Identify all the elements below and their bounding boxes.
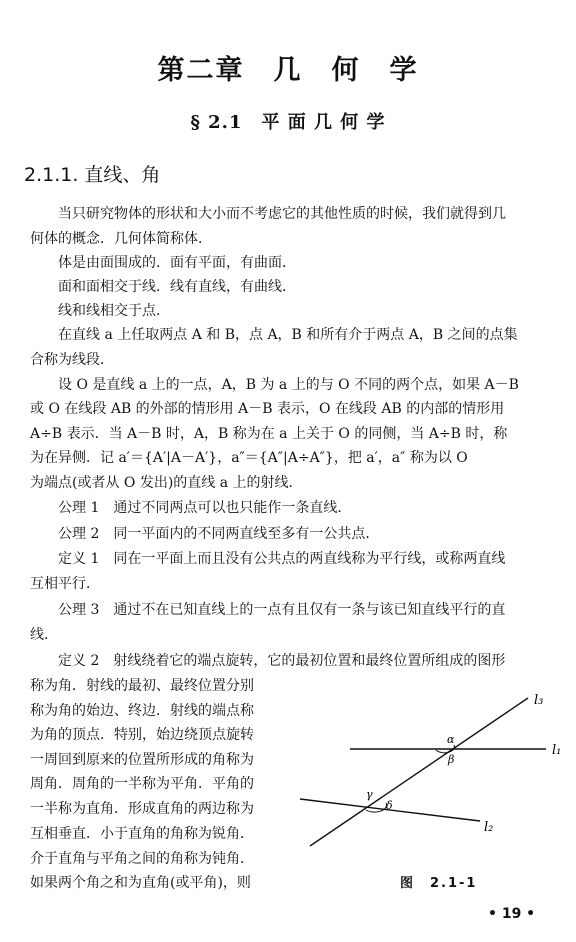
text-line: 线和线相交于点． [30,303,170,319]
page-number: • 19 • [488,906,536,922]
text-line: 为角的顶点．特别，始边绕顶点旋转 [30,727,254,743]
text-line: 为在异侧．记 a′＝{A′|A－A′}，a″＝{A″|A÷A″}，把 a′，a″ 称为以 O [30,450,468,466]
label-l1: l₁ [552,743,562,758]
label-l2: l₂ [484,820,494,835]
text-line: 当只研究物体的形状和大小而不考虑它的其他性质的时候，我们就得到几 [30,206,506,222]
text-line: 介于直角与平角之间的角称为钝角． [30,851,254,867]
text-line: 如果两个角之和为直角(或平角)，则 [30,875,251,891]
text-line: 合称为线段． [30,352,114,368]
figure-2-1-1 [290,688,576,858]
text-line: 互相垂直．小于直角的角称为锐角． [30,826,254,842]
line-l3 [310,698,528,846]
text-line: A÷B 表示．当 A－B 时，A，B 称为在 a 上关于 O 的同侧，当 A÷B 时，称 [30,426,508,442]
text-line: 线． [30,627,58,643]
chapter-title: 第二章 几 何 学 [157,55,419,86]
label-gamma: γ [366,788,373,801]
text-line: 互相平行． [30,576,100,592]
figure-caption: 图 2.1-1 [400,876,478,891]
text-line: 何体的概念．几何体简称体． [30,231,212,247]
text-line: 或 O 在线段 AB 的外部的情形用 A－B 表示，O 在线段 AB 的内部的情形用 [30,401,505,417]
definition-2: 定义 2 射线绕着它的端点旋转，它的最初位置和最终位置所组成的图形 [30,653,506,669]
text-line: 称为角的始边、终边．射线的端点称 [30,703,254,719]
section-title: § 2.1 平 面 几 何 学 [190,112,386,133]
text-line: 设 O 是直线 a 上的一点，A，B 为 a 上的与 O 不同的两个点，如果 A－B [30,377,519,393]
definition-1: 定义 1 同在一平面上而且没有公共点的两直线称为平行线，或称两直线 [30,551,506,567]
text-line: 一半称为直角．形成直角的两边称为 [30,801,254,817]
axiom-1: 公理 1 通过不同两点可以也只能作一条直线． [30,500,352,516]
label-alpha: α [447,733,455,746]
label-beta: β [448,753,455,766]
subsection-title: 2.1.1. 直线、角 [24,164,161,186]
axiom-2: 公理 2 同一平面内的不同两直线至多有一公共点． [30,526,380,542]
label-l3: l₃ [534,693,544,708]
text-line: 为端点(或者从 O 发出)的直线 a 上的射线． [30,475,303,491]
text-line: 一周回到原来的位置所形成的角称为 [30,752,254,768]
axiom-3: 公理 3 通过不在已知直线上的一点有且仅有一条与该已知直线平行的直 [30,602,506,618]
text-line: 面和面相交于线．线有直线，有曲线． [30,279,296,295]
text-line: 体是由面围成的．面有平面，有曲面． [30,255,296,271]
text-line: 在直线 a 上任取两点 A 和 B，点 A，B 和所有介于两点 A，B 之间的点集 [30,327,518,343]
label-delta: δ [386,799,393,812]
text-line: 称为角．射线的最初、最终位置分别 [30,678,254,694]
text-line: 周角．周角的一半称为平角．平角的 [30,776,254,792]
